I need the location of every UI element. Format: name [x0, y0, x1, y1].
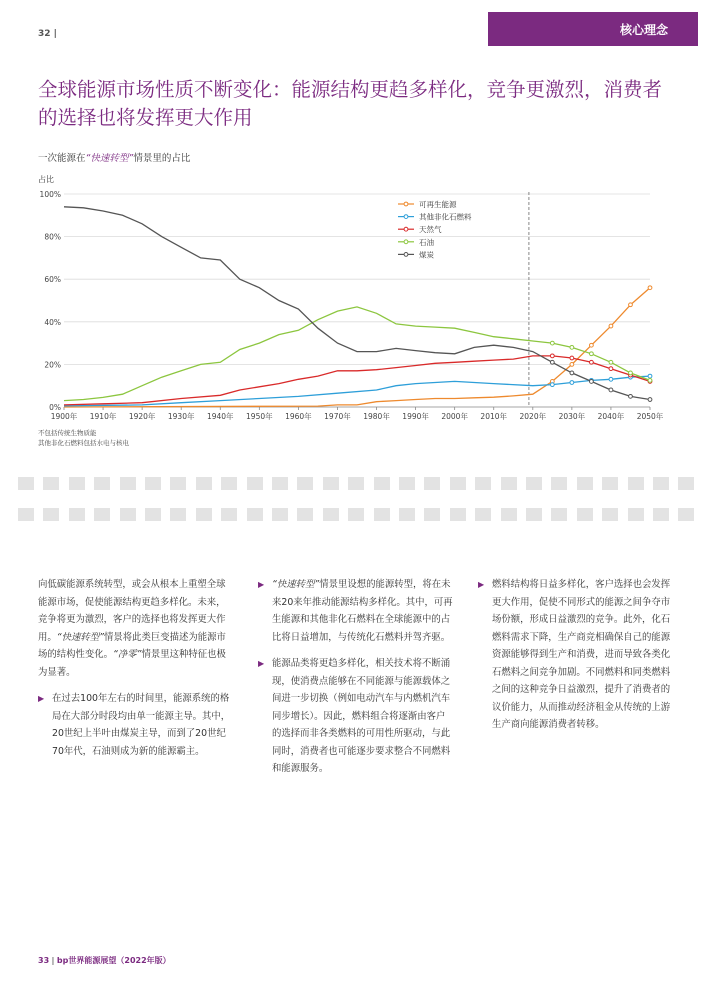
- data-point: [550, 383, 554, 387]
- chart-note-1: 不包括传统生物质能: [38, 429, 97, 437]
- series-line-2: [64, 356, 650, 405]
- divider-dot: [43, 477, 59, 490]
- divider-dot: [323, 477, 339, 490]
- data-point: [629, 371, 633, 375]
- x-tick-label: 1910年: [89, 412, 117, 421]
- footer: 33 | bp世界能源展望（2022年版）: [38, 956, 171, 965]
- data-point: [609, 360, 613, 364]
- divider-dot: [551, 477, 567, 490]
- data-point: [570, 356, 574, 360]
- divider-dots-row-2: [18, 508, 698, 522]
- divider-dot: [69, 477, 85, 490]
- y-tick-label: 40%: [44, 317, 61, 327]
- divider-dot: [678, 508, 694, 521]
- divider-dot: [94, 477, 110, 490]
- divider-dot: [526, 477, 542, 490]
- data-point: [648, 398, 652, 402]
- divider-dot: [272, 508, 288, 521]
- series-line-3: [64, 307, 650, 401]
- x-tick-label: 1960年: [285, 412, 312, 421]
- divider-dot: [424, 508, 440, 521]
- divider-dot: [43, 508, 59, 521]
- bullet-triangle-icon: ▶: [38, 694, 45, 703]
- x-tick-label: 2040年: [597, 412, 625, 421]
- bullet-paragraph: [258, 655, 454, 778]
- divider-dot: [170, 477, 186, 490]
- divider-dot: [170, 508, 186, 521]
- divider-dot: [374, 508, 390, 521]
- divider-dot: [475, 477, 491, 490]
- divider-dot: [450, 508, 466, 521]
- divider-dot: [120, 508, 136, 521]
- energy-share-chart: [0, 160, 710, 425]
- divider-dot: [399, 477, 415, 490]
- divider-dot: [196, 508, 212, 521]
- divider-dots-row-1: [18, 477, 698, 491]
- divider-dot: [145, 477, 161, 490]
- paragraph: [38, 576, 234, 681]
- divider-dot: [577, 508, 593, 521]
- divider-dot: [424, 477, 440, 490]
- divider-dot: [450, 477, 466, 490]
- text-segment: 向低碳能源系统转型，或会从根本上重塑全球能源市场，促使能源结构更趋多样化。未来，竞争将更为激烈，客户的选择也将发挥更大作用。: [38, 579, 226, 643]
- legend-marker: [404, 202, 408, 206]
- section-tag: 核心理念: [488, 12, 698, 46]
- divider-dot: [602, 508, 618, 521]
- x-tick-label: 1920年: [128, 412, 156, 421]
- divider-dot: [272, 477, 288, 490]
- text-segment: 情景里设想的能源转型，将在未来20来年推动能源结构多样化。其中，可再生能源和其他非化石燃料在全球能源中的占比将日益增加，与传统化石燃料并驾齐驱。: [272, 579, 453, 643]
- divider-dot: [196, 477, 212, 490]
- x-tick-label: 1930年: [167, 412, 195, 421]
- data-point: [570, 381, 574, 385]
- x-tick-label: 1940年: [206, 412, 234, 421]
- data-point: [629, 303, 633, 307]
- data-point: [609, 324, 613, 328]
- y-tick-label: 60%: [44, 275, 61, 285]
- divider-dot: [145, 508, 161, 521]
- divider-dot: [501, 477, 517, 490]
- legend-label: 其他非化石燃料: [419, 212, 472, 222]
- bullet-triangle-icon: ▶: [258, 580, 265, 589]
- divider-dot: [653, 508, 669, 521]
- data-point: [629, 394, 633, 398]
- divider-dot: [247, 508, 263, 521]
- divider-dot: [678, 477, 694, 490]
- y-tick-label: 0%: [49, 403, 61, 412]
- text-segment: 在过去100年左右的时间里，能源系统的格局在大部分时段均由单一能源主导。其中，20世纪上半叶由煤炭主导，而到了20世纪70年代，石油则成为新的能源霸主。: [52, 693, 231, 757]
- text-segment: “快速转型”: [56, 631, 104, 643]
- x-tick-label: 1990年: [402, 412, 429, 421]
- data-point: [648, 378, 652, 382]
- text-segment: 能源品类将更趋多样化，相关技术将不断涌现，使消费点能够在不同能源与能源载体之间进一步切换（例如电动汽车与内燃机汽车同步增长）。因此，燃料组合将逐渐由客户的选择而非各类燃料的可用性所驱动，与此同时，消费者也可能逐步要求整合不同燃料和能源服务。: [272, 658, 451, 774]
- y-axis-label: 占比: [38, 175, 54, 184]
- x-tick-label: 2050年: [636, 412, 664, 421]
- divider-dot: [120, 477, 136, 490]
- divider-dot: [526, 508, 542, 521]
- divider-dot: [374, 477, 390, 490]
- x-tick-label: 2030年: [558, 412, 586, 421]
- y-tick-label: 80%: [44, 232, 61, 242]
- series-line-0: [64, 288, 650, 407]
- x-tick-label: 2010年: [480, 412, 508, 421]
- data-point: [550, 354, 554, 358]
- divider-dot: [69, 508, 85, 521]
- data-point: [609, 367, 613, 371]
- legend-label: 煤炭: [419, 250, 434, 260]
- data-point: [648, 286, 652, 290]
- bullet-triangle-icon: ▶: [478, 580, 485, 589]
- data-point: [570, 345, 574, 349]
- top-page-number: 32 |: [38, 29, 57, 39]
- divider-dot: [297, 477, 313, 490]
- data-point: [609, 388, 613, 392]
- chart-title: 一次能源在“快速转型”情景里的占比: [38, 153, 191, 164]
- divider-dot: [247, 477, 263, 490]
- divider-dot: [551, 508, 567, 521]
- text-segment: “净零”: [113, 649, 142, 660]
- page-heading: 全球能源市场性质不断变化：能源结构更趋多样化，竞争更激烈，消费者的选择也将发挥更大作用: [38, 78, 663, 129]
- divider-dot: [577, 477, 593, 490]
- divider-dot: [323, 508, 339, 521]
- data-point: [648, 374, 652, 378]
- text-column-3: [478, 576, 674, 743]
- data-point: [550, 360, 554, 364]
- divider-dot: [221, 508, 237, 521]
- text-segment: 燃料结构将日益多样化，客户选择也会发挥更大作用，促使不同形式的能源之间争夺市场份额，形成日益激烈的竞争。此外，化石燃料需求下降，生产商竞相确保自己的能源资源能够得到生产和消费，进而导致各类化石燃料之间竞争加剧。不同燃料和同类燃料之间的这种竞争日益激烈，提升了消费者的议价能力，从而推动经济租金从传统的上游生产商向能源消费者转移。: [492, 579, 671, 730]
- bullet-paragraph: [258, 576, 454, 646]
- data-point: [609, 377, 613, 381]
- divider-dot: [18, 477, 34, 490]
- x-tick-label: 1970年: [324, 412, 351, 421]
- text-segment: 情景里这种特征也极为显著。: [38, 649, 226, 678]
- bullet-paragraph: [38, 690, 234, 760]
- x-tick-label: 2020年: [519, 412, 547, 421]
- legend-label: 天然气: [419, 225, 442, 235]
- data-point: [590, 380, 594, 384]
- divider-dot: [653, 477, 669, 490]
- divider-dot: [348, 508, 364, 521]
- legend-marker: [404, 253, 408, 257]
- data-point: [570, 371, 574, 375]
- bullet-paragraph: [478, 576, 674, 734]
- legend-marker: [404, 240, 408, 244]
- text-column-1: [38, 576, 234, 769]
- y-tick-label: 100%: [39, 190, 61, 199]
- divider-dot: [348, 477, 364, 490]
- y-tick-label: 20%: [44, 360, 61, 370]
- legend-label: 可再生能源: [419, 200, 457, 209]
- bullet-triangle-icon: ▶: [258, 659, 265, 668]
- x-tick-label: 2000年: [441, 412, 468, 421]
- divider-dot: [18, 508, 34, 521]
- data-point: [550, 341, 554, 345]
- data-point: [590, 360, 594, 364]
- divider-dot: [297, 508, 313, 521]
- divider-dot: [475, 508, 491, 521]
- legend-marker: [404, 215, 408, 219]
- data-point: [570, 363, 574, 367]
- data-point: [590, 352, 594, 356]
- divider-dot: [399, 508, 415, 521]
- x-tick-label: 1900年: [50, 412, 78, 421]
- x-tick-label: 1950年: [246, 412, 273, 421]
- divider-dot: [94, 508, 110, 521]
- divider-dot: [501, 508, 517, 521]
- divider-dot: [628, 477, 644, 490]
- data-point: [590, 343, 594, 347]
- divider-dot: [628, 508, 644, 521]
- divider-dot: [602, 477, 618, 490]
- legend-marker: [404, 227, 408, 231]
- text-column-2: [258, 576, 454, 787]
- text-segment: “快速转型”: [272, 579, 320, 590]
- legend-label: 石油: [419, 237, 434, 247]
- divider-dot: [221, 477, 237, 490]
- text-segment: 情景将此类巨变描述为能源市场的结构性变化。: [38, 631, 226, 660]
- x-tick-label: 1980年: [363, 412, 390, 421]
- chart-note-2: 其他非化石燃料包括水电与核电: [38, 439, 129, 447]
